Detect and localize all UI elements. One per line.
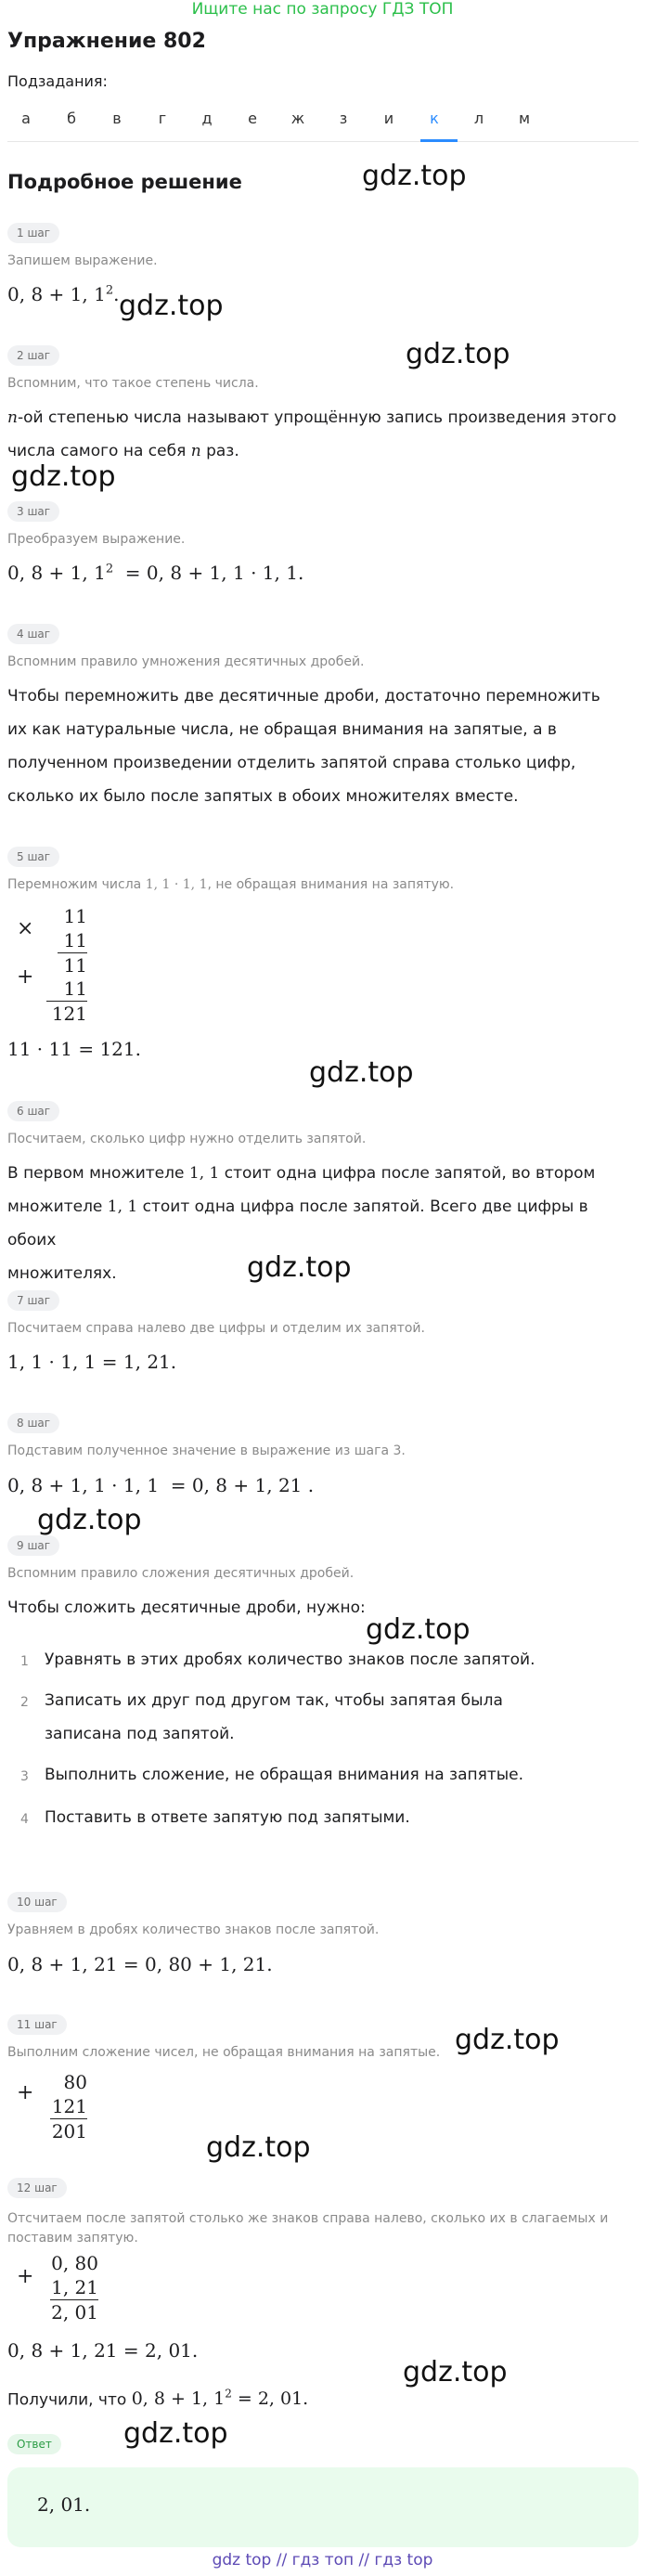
column-multiplication: 11 11 11: [58, 904, 87, 977]
step-text: Чтобы перемножить две десятичные дроби, достаточно перемножить их как натуральные числа, не обращая внимания на запятые, а в полученном произведении отделить запятой справа столько цифр, сколько их было после запятых в обоих множителях вместе.: [7, 687, 600, 806]
step-description: Перемножим числа 1, 1 · 1, 1, не обращая внимания на запятую.: [7, 877, 455, 892]
tabs-divider: [7, 141, 639, 142]
step-label: 6 шаг: [7, 1101, 59, 1121]
plus-sign: +: [17, 2081, 34, 2104]
step-description: Посчитаем справа налево две цифры и отделим их запятой.: [7, 1321, 425, 1336]
tab-i[interactable]: и: [383, 110, 394, 127]
multiply-sign: ×: [17, 917, 34, 940]
step-math: 0, 8 + 1, $1^2$.: [7, 283, 120, 305]
step-description: Вспомним правило сложения десятичных дробей.: [7, 1566, 355, 1581]
step-description: Подставим полученное значение в выражение из шага 3.: [7, 1443, 406, 1458]
tab-b[interactable]: б: [67, 110, 76, 127]
list-item: Записать их друг под другом так, чтобы запятая была записана под запятой.: [45, 1691, 503, 1743]
step-label: 11 шаг: [7, 2014, 67, 2035]
watermark: gdz.top: [366, 1613, 471, 1646]
tab-zh[interactable]: ж: [290, 110, 305, 127]
step-label: 7 шаг: [7, 1290, 59, 1311]
step-label: 1 шаг: [7, 223, 59, 243]
answer-box: [7, 2467, 639, 2547]
plus-sign: +: [17, 2265, 34, 2288]
watermark: gdz.top: [119, 290, 224, 322]
step-label: 5 шаг: [7, 847, 59, 867]
tab-z[interactable]: з: [339, 110, 348, 127]
top-search-hint[interactable]: Ищите нас по запросу ГДЗ ТОП: [191, 0, 454, 19]
list-item: Поставить в ответе запятую под запятыми.: [45, 1808, 410, 1827]
step-math: 1, 1 · 1, 1 = 1, 21.: [7, 1351, 177, 1373]
step-math: 0, 8 + 1, 21 = 2, 01.: [7, 2339, 199, 2362]
watermark: gdz.top: [406, 338, 510, 370]
list-item: Уравнять в этих дробях количество знаков после запятой.: [45, 1650, 535, 1669]
solution-heading: Подробное решение: [7, 171, 242, 193]
step-description: Преобразуем выражение.: [7, 532, 186, 547]
step-label: 3 шаг: [7, 501, 59, 522]
final-statement: Получили, что 0, 8 + 1, $1^2 = 2$, 01.: [7, 2388, 309, 2410]
list-item: Выполнить сложение, не обращая внимания на запятые.: [45, 1766, 524, 1784]
list-number: 1: [20, 1654, 29, 1669]
column-addition: 0, 80 1, 21 2, 01: [51, 2252, 98, 2324]
watermark: gdz.top: [123, 2417, 228, 2450]
tab-g[interactable]: г: [158, 110, 167, 127]
step-description: Вспомним правило умножения десятичных дробей.: [7, 654, 365, 669]
tab-k[interactable]: к: [430, 110, 439, 127]
tab-v[interactable]: в: [112, 110, 122, 127]
subtasks-label: Подзадания:: [7, 72, 108, 90]
step-math: 0, 8 + 1, $1^2 = 0$, 8 + 1, 1 · 1, 1.: [7, 562, 304, 584]
list-number: 4: [20, 1812, 29, 1827]
list-number: 2: [20, 1695, 29, 1710]
step-math: 0, 8 + 1, 21 = 0, 80 + 1, 21.: [7, 1953, 273, 1975]
step-label: 9 шаг: [7, 1535, 59, 1556]
step-description: Вспомним, что такое степень числа.: [7, 376, 259, 391]
step-text: n-ой степенью числа называют упрощённую запись произведения этого числа самого на себя n раз.: [7, 408, 617, 460]
step-description: Уравняем в дробях количество знаков после запятой.: [7, 1922, 380, 1937]
tab-d[interactable]: д: [201, 110, 213, 127]
active-tab-underline: [420, 139, 458, 142]
watermark: gdz.top: [455, 2024, 560, 2056]
column-addition: 80 121 201: [51, 2071, 87, 2142]
watermark: gdz.top: [362, 160, 467, 192]
answer-label: Ответ: [7, 2434, 61, 2454]
step-description: Посчитаем, сколько цифр нужно отделить запятой.: [7, 1132, 367, 1146]
plus-sign: +: [17, 965, 34, 989]
list-number: 3: [20, 1769, 29, 1784]
step-description: Отсчитаем после запятой столько же знаков справа налево, сколько их в слагаемых и поставим запятую.: [7, 2211, 609, 2246]
watermark: gdz.top: [403, 2356, 508, 2388]
watermark: gdz.top: [11, 460, 116, 493]
step-label: 8 шаг: [7, 1413, 59, 1433]
answer-value: 2, 01.: [37, 2493, 91, 2516]
step-description: Выполним сложение чисел, не обращая внимания на запятые.: [7, 2045, 441, 2060]
watermark: gdz.top: [37, 1504, 142, 1536]
watermark: gdz.top: [309, 1056, 414, 1089]
step-label: 2 шаг: [7, 345, 59, 366]
step-label: 10 шаг: [7, 1892, 67, 1912]
tab-a[interactable]: а: [21, 110, 31, 127]
step-text: Чтобы сложить десятичные дроби, нужно:: [7, 1599, 366, 1617]
watermark: gdz.top: [206, 2131, 311, 2164]
page-title: Упражнение 802: [7, 30, 206, 53]
step-label: 12 шаг: [7, 2178, 67, 2198]
step-math: 11 · 11 = 121.: [7, 1038, 141, 1060]
column-sum: 11 121: [46, 977, 87, 1026]
tab-l[interactable]: л: [473, 110, 484, 127]
step-label: 4 шаг: [7, 624, 59, 644]
watermark: gdz.top: [247, 1251, 352, 1284]
step-description: Запишем выражение.: [7, 253, 158, 268]
footer-links[interactable]: gdz top // гдз топ // гдз top: [212, 2551, 433, 2570]
step-math: 0, 8 + 1, 1 · 1, 1 = 0, 8 + 1, 21 .: [7, 1474, 315, 1496]
tab-m[interactable]: м: [518, 110, 531, 127]
step-text: В первом множителе 1, 1 стоит одна цифра после запятой, во втором множителе 1, 1 стоит одна цифра после запятой. Всего две цифры в обоих множителях.: [7, 1164, 596, 1283]
tab-e[interactable]: е: [248, 110, 257, 127]
